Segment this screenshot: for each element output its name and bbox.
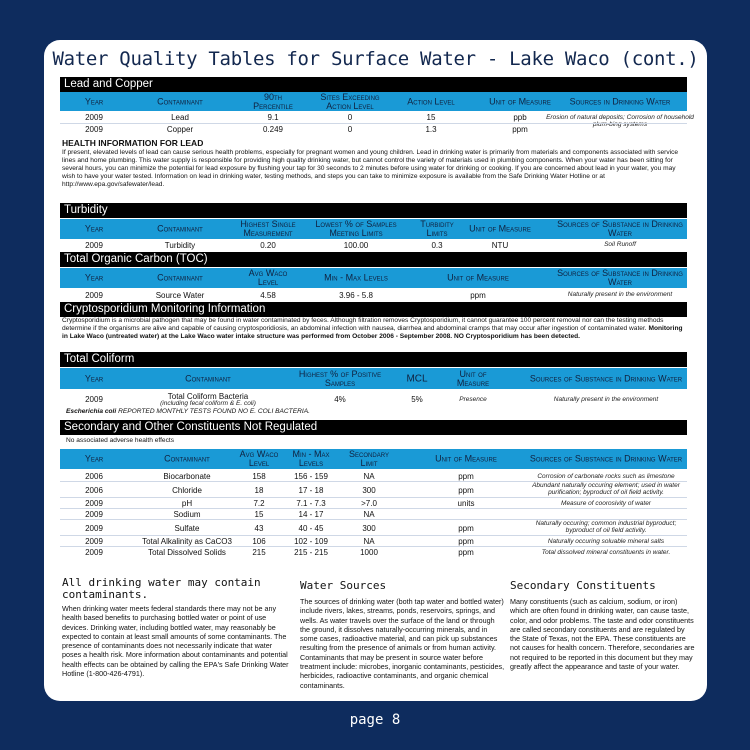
col-lowest: Lowest % of Samples Meeting Limits: [315, 219, 397, 238]
col-minmax: Min - Max Levels: [292, 449, 330, 468]
cell: 2006: [85, 486, 103, 495]
cell: 2009: [85, 241, 103, 250]
col-contaminant: Contaminant: [157, 96, 203, 106]
col2-title: Water Sources: [300, 579, 387, 592]
col-avg: Avg Waco Level: [239, 449, 279, 468]
health-title: HEALTH INFORMATION FOR LEAD: [62, 138, 204, 148]
cell: Turbidity: [164, 241, 196, 250]
cell: 102 - 109: [294, 537, 328, 546]
table-row: [60, 482, 687, 496]
col-year: Year: [84, 96, 104, 106]
col-contaminant: Contaminant: [157, 223, 203, 234]
source-cell: Corrosion of carbonate rocks such as limestone: [537, 473, 675, 480]
cell: >7.0: [361, 499, 377, 508]
health-text: If present, elevated levels of lead can cause serious health problems, especially for pregnant women and young children. Lead in drinking water is primarily from materials and components associated with service lines and home plumbing. This water supply is responsible for providing high quality drinking water, but cannot control the variety of materials used in plumbing components. When your water has been sitting for several hours, you can minimize the potential for lead exposure by flushing your tap for 30 seconds to 2 minutes before using water for drinking or cooking. If you are concerned about lead in your water, you may wish to have your water tested. Information on lead in drinking water, testing methods, and steps you can take to minimize exposure is available from the Safe Drinking Water Hotline or at http://www.epa.gov/safewater/lead.: [62, 149, 679, 189]
cell: 0: [347, 113, 353, 122]
source-cell: Abundant naturally occuring element; used in water purification; byproduct of oil field activity.: [532, 482, 680, 496]
col-year: Year: [84, 453, 104, 464]
ecoli-line: [66, 408, 686, 416]
cell: 0: [347, 125, 353, 134]
cell: units: [457, 499, 475, 508]
cell: ppm: [458, 548, 474, 557]
cell: 7.2: [253, 499, 265, 508]
cell: 215 - 215: [294, 548, 328, 557]
cell: 300: [362, 524, 376, 533]
crypto-bold: Monitoring in Lake Waco (untreated water) at the Lake Waco water intake structure was performed from October 2006 - September 2008. NO Cryptosporidium has been detected.: [62, 325, 683, 341]
cell: 4%: [334, 395, 346, 404]
col-unit: Unit of Measure: [447, 272, 509, 283]
cell: 0.20: [260, 241, 276, 250]
col-unit: Unit of Measure: [456, 368, 490, 388]
cell: Total Dissolved Solids: [148, 548, 226, 557]
table-row: [60, 290, 687, 301]
cell: 3.96 - 5.8: [339, 291, 373, 300]
cell: 1.3: [425, 125, 437, 134]
cell: 2009: [85, 510, 103, 519]
col-mcl: MCL: [406, 373, 428, 384]
cell: ppm: [458, 537, 474, 546]
table-row: [60, 547, 687, 561]
cell: Soil Runoff: [604, 241, 636, 248]
cell: Naturally present in the environment: [567, 291, 673, 298]
cell: 15: [254, 510, 264, 519]
turbidity-column-header: [60, 219, 687, 239]
cell: ppm: [458, 486, 474, 495]
cell: 2009: [85, 113, 103, 122]
col-sources: Sources of Substance in Drinking Water: [529, 373, 683, 383]
table-row: [60, 112, 694, 128]
cell: 158: [252, 472, 266, 481]
col-sources: Sources of Substance in Drinking Water: [529, 453, 683, 464]
cell: 2009: [85, 291, 103, 300]
table-row: [60, 520, 687, 534]
lead-column-header: [60, 92, 687, 111]
secondary-header: Secondary and Other Constituents Not Regulated: [60, 420, 687, 435]
source-cell: Total dissolved mineral constituents in water.: [541, 549, 671, 556]
cell: 40 - 45: [298, 524, 324, 533]
crypto-body: Cryptosporidium is a microbial pathogen that may be found in water contaminated by feces. Although filtration removes Cryptosporidium, it cannot guarantee 100 percent removal nor can the testing methods determine if the organisms are alive and capable of causing cryptosporidiosis, an abdominal infection with nausea, diarrhea and abdominal cramps that may occur after ingestion of contaminated water.: [62, 317, 664, 333]
cell: Total Coliform Bacteria: [167, 392, 249, 401]
lead-copper-header: Lead and Copper: [60, 77, 687, 92]
col-unit: Unit of Measure: [489, 96, 551, 106]
col-sources: Sources of Substance in Drinking Water: [557, 268, 683, 287]
cell: 5%: [411, 395, 423, 404]
cell: 1000: [360, 548, 378, 557]
cell: 2009: [85, 548, 103, 557]
crypto-header: Cryptosporidium Monitoring Information: [60, 302, 687, 317]
col-contaminant: Contaminant: [164, 453, 210, 464]
cell: 18: [254, 486, 264, 495]
col-90th: 90th Percentile: [253, 91, 293, 111]
table-row: [60, 240, 687, 251]
cell: 43: [254, 524, 264, 533]
cell: 215: [252, 548, 266, 557]
cell: 14 - 17: [298, 510, 324, 519]
col2-text: The sources of drinking water (both tap water and bottled water) include rivers, lakes, streams, ponds, reservoirs, springs, and wells. As water travels over the surface of the land or through the ground, it dissolves naturally-occurring minerals, and in some cases, radioactive material, and can pick up substances resulting from the presence of animals or from human activity. Contaminants that may be present in source water before treatment include: microbes, inorganic contaminants, pesticides, herbicides, radioactive contaminants, and organic chemical contaminants.: [300, 597, 505, 690]
coliform-header: Total Coliform: [60, 352, 687, 367]
col3-text: Many constituents (such as calcium, sodium, or iron) which are often found in drinking water, can cause taste, color, and odor problems. The taste and odor constituents are called secondary constituents and are regulated by the State of Texas, not the EPA. These constituents are not causes for health concern. Therefore, secondaries are not required to be reported in this document but they may greatly affect the appearance and taste of your water.: [510, 597, 695, 672]
source-cell: Naturally occuring soluable mineral salts: [547, 538, 665, 545]
page-number: page 8: [349, 712, 401, 728]
cell: NA: [363, 537, 375, 546]
lead-source: Erosion of natural deposits; Corrosion of household plum-bing systems: [546, 114, 694, 128]
col-limit: Secondary Limit: [349, 449, 389, 468]
crypto-text: [62, 317, 688, 341]
col-sources: Sources in Drinking Water: [569, 96, 671, 106]
cell: NA: [363, 510, 375, 519]
cell: 4.58: [260, 291, 276, 300]
cell: 0.249: [262, 125, 284, 134]
col-contaminant: Contaminant: [185, 373, 231, 383]
col-highest: Highest Single Measurement: [240, 219, 296, 238]
toc-column-header: [60, 268, 687, 288]
cell: 9.1: [267, 113, 279, 122]
report-card: [44, 40, 707, 701]
turbidity-header: Turbidity: [60, 203, 687, 218]
cell: 100.00: [343, 241, 369, 250]
coliform-sub: (including fecal coliform & E. coli): [160, 400, 256, 407]
col-highest: Highest % of Positive Samples: [298, 368, 382, 388]
secondary-column-header: [60, 449, 687, 469]
cell: Sodium: [173, 510, 201, 519]
cell: 2009: [85, 537, 103, 546]
cell: 106: [252, 537, 266, 546]
cell: NTU: [491, 241, 509, 250]
cell: pH: [181, 499, 193, 508]
table-row: [60, 391, 687, 409]
col-limits: Turbidity Limits: [420, 219, 454, 238]
cell: 0.3: [431, 241, 443, 250]
col-minmax: Min - Max Levels: [324, 272, 388, 283]
cell: Naturally present in the environment: [553, 396, 659, 403]
cell: Total Alkalinity as CaCO3: [142, 537, 232, 546]
cell: NA: [363, 472, 375, 481]
cell: ppm: [458, 472, 474, 481]
cell: ppm: [512, 125, 528, 134]
col-sites-exceeding: Sites Exceeding Action Level: [320, 91, 380, 111]
toc-header: Total Organic Carbon (TOC): [60, 252, 687, 267]
cell: 300: [362, 486, 376, 495]
cell: Source Water: [155, 291, 205, 300]
col-unit: Unit of Measure: [469, 223, 531, 234]
cell: 2009: [85, 395, 103, 404]
table-row: [60, 124, 687, 135]
cell: 2009: [85, 125, 103, 134]
col-avg: Avg Waco Level: [248, 268, 288, 287]
coliform-column-header: [60, 368, 687, 389]
cell: 7.1 - 7.3: [296, 499, 326, 508]
col3-title: Secondary Constituents: [510, 579, 656, 592]
page-title: Water Quality Tables for Surface Water - Lake Waco (cont.): [52, 48, 699, 70]
col-action-level: Action Level: [407, 96, 455, 106]
col-contaminant: Contaminant: [157, 272, 203, 283]
ecoli-label: Escherichia coli: [66, 408, 117, 415]
cell: 15: [426, 113, 436, 122]
secondary-note: No associated adverse health effects: [66, 437, 175, 444]
col-year: Year: [84, 373, 104, 383]
cell: Lead: [171, 113, 189, 122]
col-year: Year: [84, 223, 104, 234]
cell: 17 - 18: [298, 486, 324, 495]
ecoli-text: REPORTED MONTHLY TESTS FOUND NO E. COLI BACTERIA.: [118, 408, 310, 415]
cell: 156 - 159: [294, 472, 328, 481]
col1-text: When drinking water meets federal standards there may not be any health based benefits to purchasing bottled water or point of use devices. Drinking water, including bottled water, may reasonably be expected to contain at least small amounts of some contaminants. The presence of contaminants does not necessarily indicate that water poses a health risk. More information about contaminants and potential health effects can be obtained by calling the EPA's Safe Drinking Water Hotline (1-800-426-4791).: [62, 604, 289, 679]
cell: Presence: [459, 396, 487, 403]
source-cell: Measure of coorosivity of water: [561, 500, 651, 507]
col-sources: Sources of Substance in Drinking Water: [557, 219, 683, 238]
cell: ppm: [458, 524, 474, 533]
col-year: Year: [84, 272, 104, 283]
cell: ppm: [470, 291, 486, 300]
source-cell: Naturally occuring; common industrial byproduct; byproduct of oil field activity.: [535, 520, 677, 534]
cell: 2009: [85, 524, 103, 533]
cell: Chloride: [172, 486, 202, 495]
cell: ppb: [513, 113, 527, 122]
cell: Biocarbonate: [163, 472, 211, 481]
cell: Copper: [166, 125, 194, 134]
cell: 2009: [85, 499, 103, 508]
cell: 2006: [85, 472, 103, 481]
col1-title: All drinking water may contain contaminants.: [62, 576, 261, 601]
cell: Sulfate: [174, 524, 200, 533]
col-unit: Unit of Measure: [435, 453, 497, 464]
